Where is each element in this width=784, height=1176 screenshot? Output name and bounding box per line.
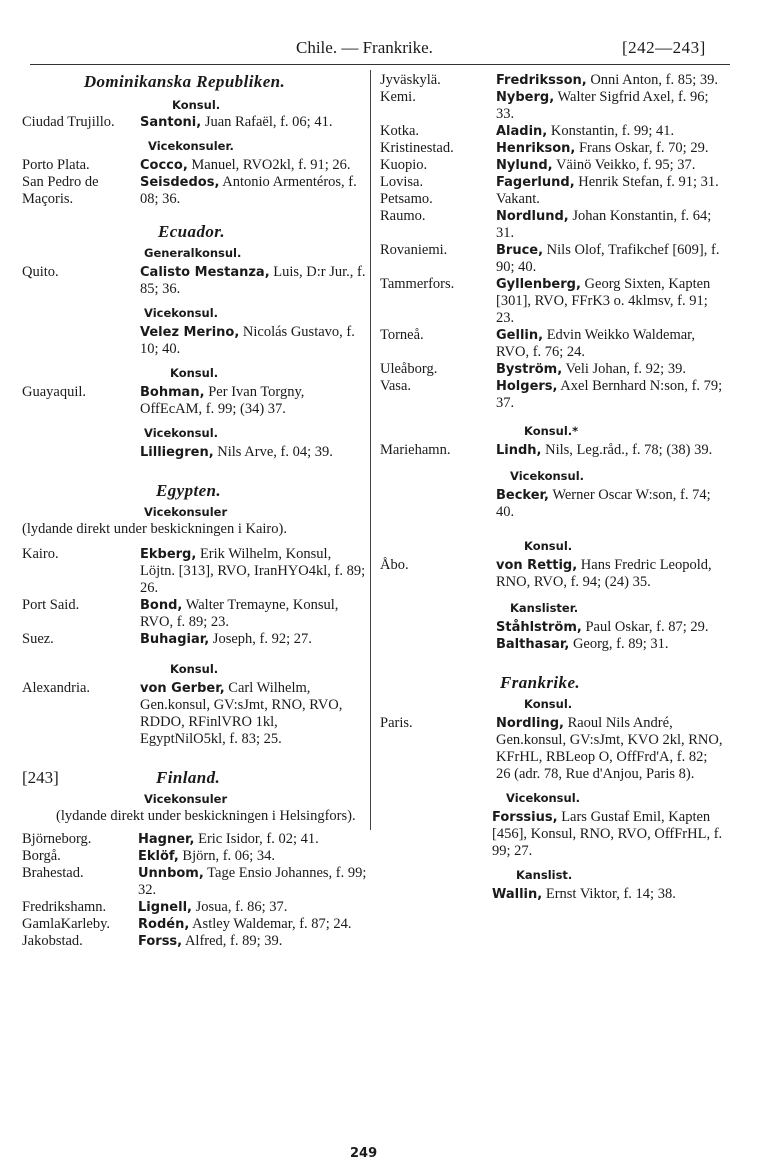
person-details: Erik Wilhelm, Konsul, Löjtn. [313], RVO, IranHYO4kl, f. 89; 26. [140, 546, 366, 596]
person-details: Nils Arve, f. 04; 39. [213, 444, 333, 460]
entry-nordling [380, 715, 725, 783]
entry-fredriksson [380, 72, 725, 89]
person-details: Väinö Veikko, f. 95; 37. [552, 157, 696, 173]
person-details: Onni Anton, f. 85; 39. [586, 72, 719, 88]
entry-bruce [380, 242, 725, 276]
person-name: Buhagiar, [140, 632, 210, 647]
person-details: Frans Oskar, f. 70; 29. [575, 140, 709, 156]
person-details: Johan Konstantin, f. 64; 31. [496, 208, 712, 241]
place: Porto Plata. [22, 157, 90, 173]
place: Alexandria. [22, 680, 91, 696]
place: Torneå. [380, 327, 424, 343]
person-details: Georg Sixten, Kapten [301], RVO, FFrK3 o. 4klmsv, f. 91; 23. [496, 276, 711, 326]
person-name: Nordlund, [496, 209, 569, 224]
entry-forssius [380, 809, 725, 860]
person-details: Juan Rafaël, f. 06; 41. [201, 114, 333, 130]
entry-unnbom [22, 865, 367, 899]
section-note: (lydande direkt under beskickningen i Helsingfors). [56, 808, 356, 824]
place: Rovaniemi. [380, 242, 448, 258]
person-details: Nils, Leg.råd., f. 78; (38) 39. [541, 442, 713, 458]
person-details: Astley Waldemar, f. 87; 24. [189, 916, 352, 932]
entry-von-gerber [22, 680, 367, 748]
person-details: Josua, f. 86; 37. [191, 899, 288, 915]
entry-gellin [380, 327, 725, 361]
person-name: Gyllenberg, [496, 277, 581, 292]
person-name: Seisdedos, [140, 175, 220, 190]
page-marker: [243] [22, 768, 59, 787]
person-details: Axel Bernhard N:son, f. 79; 37. [496, 378, 723, 411]
header-rule [30, 64, 730, 65]
place: Björneborg. [22, 831, 92, 847]
entry-lignell [22, 899, 367, 916]
page-number: 249 [350, 1146, 378, 1161]
person-name: Balthasar, [496, 637, 570, 652]
place: Port Said. [22, 597, 80, 613]
person-name: Lindh, [496, 443, 542, 458]
entry-bystrom [380, 361, 725, 378]
place: Guayaquil. [22, 384, 87, 400]
person-details: Georg, f. 89; 31. [569, 636, 669, 652]
category-konsul: Konsul. [170, 366, 219, 380]
place: Brahestad. [22, 865, 84, 881]
category-kanslist: Kanslist. [516, 868, 573, 882]
category-konsul: Konsul. [524, 539, 573, 553]
category-vicekonsuler: Vicekonsuler [144, 792, 228, 806]
place: Kuopio. [380, 157, 428, 173]
place: Quito. [22, 264, 59, 280]
person-details: Raoul Nils André, Gen.konsul, GV:sJmt, KVO 2kl, RNO, KFrHL, RBLeop O, OffFrd'A, f. 82; 26 (adr. 78, Rue d'Anjou, Paris 8). [496, 715, 723, 782]
place: Åbo. [380, 557, 409, 573]
person-name: Fagerlund, [496, 175, 575, 190]
entry-buhagiar [22, 631, 367, 648]
entry-bohman [22, 384, 367, 418]
person-details: Walter Tremayne, Konsul, RVO, f. 89; 23. [140, 597, 339, 630]
person-name: Nyberg, [496, 90, 555, 105]
person-name: Byström, [496, 362, 563, 377]
person-name: Ekberg, [140, 547, 197, 562]
person-name: Fredriksson, [496, 73, 587, 88]
person-name: Bond, [140, 598, 183, 613]
person-name: Becker, [496, 488, 549, 503]
person-details: Edvin Weikko Waldemar, RVO, f. 76; 24. [496, 327, 696, 360]
entry-calisto [22, 264, 367, 298]
category-generalkonsul: Generalkonsul. [144, 246, 242, 260]
category-vicekonsuler: Vicekonsuler [144, 505, 228, 519]
entry-stahlstrom [380, 619, 725, 636]
entry-aladin [380, 123, 725, 140]
place: Lovisa. [380, 174, 424, 190]
place: Petsamo. [380, 191, 433, 207]
category-vicekonsul: Vicekonsul. [506, 791, 581, 805]
person-name: Lilliegren, [140, 445, 214, 460]
entry-cocco [22, 157, 367, 174]
place: San Pedro de Maçoris. [22, 174, 99, 207]
section-title-egypten: Egypten. [156, 481, 222, 500]
place: Kairo. [22, 546, 59, 562]
entry-von-rettig [380, 557, 725, 591]
person-details: Per Ivan Torgny, OffEcAM, f. 99; (34) 37. [140, 384, 305, 417]
place: Kristinestad. [380, 140, 454, 156]
place: Borgå. [22, 848, 61, 864]
entry-nordlund [380, 208, 725, 242]
person-details: Veli Johan, f. 92; 39. [562, 361, 686, 377]
person-name: Unnbom, [138, 866, 204, 881]
entry-roden [22, 916, 367, 933]
place: Uleåborg. [380, 361, 438, 377]
person-details: Lars Gustaf Emil, Kapten [456], Konsul, RNO, RVO, OffFrHL, f. 99; 27. [492, 809, 723, 859]
finland-heading-row [22, 768, 367, 788]
person-details: Joseph, f. 92; 27. [209, 631, 312, 647]
person-name: Henrikson, [496, 141, 576, 156]
entry-eklof [22, 848, 367, 865]
place: GamlaKarleby. [22, 916, 111, 932]
section-title-finland: Finland. [156, 768, 221, 787]
person-details: Vakant. [496, 191, 540, 207]
place: Vasa. [380, 378, 412, 394]
place: Raumo. [380, 208, 426, 224]
column-divider [370, 70, 371, 830]
person-name: Ståhlström, [496, 620, 582, 635]
person-name: Bohman, [140, 385, 205, 400]
person-details: Tage Ensio Johannes, f. 99; 32. [138, 865, 367, 898]
person-name: Gellin, [496, 328, 544, 343]
place: Jyväskylä. [380, 72, 441, 88]
person-details: Nicolás Gustavo, f. 10; 40. [140, 324, 355, 357]
person-details: Henrik Stefan, f. 91; 31. [574, 174, 719, 190]
person-name: Velez Merino, [140, 325, 240, 340]
place: Mariehamn. [380, 442, 451, 458]
category-vicekonsul: Vicekonsul. [144, 306, 219, 320]
left-column [22, 72, 367, 950]
person-name: Cocco, [140, 158, 188, 173]
entry-henrikson [380, 140, 725, 157]
category-vicekonsul: Vicekonsul. [144, 426, 219, 440]
entry-hagner [22, 831, 367, 848]
category-vicekonsuler: Vicekonsuler. [148, 139, 234, 153]
person-details: Luis, D:r Jur., f. 85; 36. [140, 264, 366, 297]
running-head-title: Chile. — Frankrike. [296, 38, 433, 57]
place: Paris. [380, 715, 413, 731]
person-details: Björn, f. 06; 34. [178, 848, 276, 864]
person-details: Hans Fredric Leopold, RNO, RVO, f. 94; (24) 35. [496, 557, 712, 590]
entry-balthasar [380, 636, 725, 653]
category-konsul: Konsul. [172, 98, 221, 112]
person-name: Holgers, [496, 379, 558, 394]
person-details: Nils Olof, Trafikchef [609], f. 90; 40. [496, 242, 720, 275]
entry-seisdedos [22, 174, 367, 208]
category-vicekonsul: Vicekonsul. [510, 469, 585, 483]
category-konsul-star: Konsul.* [524, 424, 579, 438]
entry-nyberg [380, 89, 725, 123]
person-name: Rodén, [138, 917, 190, 932]
entry-fagerlund [380, 174, 725, 191]
section-note: (lydande direkt under beskickningen i Kairo). [22, 521, 287, 537]
entry-gyllenberg [380, 276, 725, 327]
entry-wallin [380, 886, 725, 903]
entry-holgers [380, 378, 725, 412]
person-name: Aladin, [496, 124, 548, 139]
person-details: Ernst Viktor, f. 14; 38. [542, 886, 676, 902]
entry-santoni [22, 114, 367, 131]
right-column [380, 72, 725, 903]
person-name: Nylund, [496, 158, 553, 173]
person-name: von Gerber, [140, 681, 225, 696]
place: Jakobstad. [22, 933, 83, 949]
person-name: Lignell, [138, 900, 192, 915]
person-name: Wallin, [492, 887, 543, 902]
place: Suez. [22, 631, 54, 647]
entry-velez [22, 324, 367, 358]
entry-petsamo [380, 191, 725, 208]
person-name: Santoni, [140, 115, 202, 130]
entry-forss [22, 933, 367, 950]
person-name: Forss, [138, 934, 183, 949]
person-details: Carl Wilhelm, Gen.konsul, GV:sJmt, RNO, RVO, RDDO, RFinlVRO 1kl, EgyptNilO5kl, f. 83; 25. [140, 680, 343, 747]
place: Tammerfors. [380, 276, 455, 292]
person-details: Alfred, f. 89; 39. [182, 933, 283, 949]
person-name: von Rettig, [496, 558, 578, 573]
person-details: Antonio Armentéros, f. 08; 36. [140, 174, 357, 207]
person-details: Werner Oscar W:son, f. 74; 40. [496, 487, 711, 520]
place: Ciudad Trujillo. [22, 114, 115, 130]
entry-lindh [380, 442, 725, 459]
person-details: Manuel, RVO2kl, f. 91; 26. [187, 157, 351, 173]
running-head-pages: [242—243] [622, 38, 706, 57]
person-name: Eklöf, [138, 849, 179, 864]
entry-ekberg [22, 546, 367, 597]
person-details: Walter Sigfrid Axel, f. 96; 33. [496, 89, 709, 122]
person-name: Hagner, [138, 832, 195, 847]
place: Fredrikshamn. [22, 899, 107, 915]
person-name: Bruce, [496, 243, 544, 258]
entry-bond [22, 597, 367, 631]
person-name: Nordling, [496, 716, 564, 731]
person-name: Calisto Mestanza, [140, 265, 270, 280]
category-konsul: Konsul. [524, 697, 573, 711]
section-title-ecuador: Ecuador. [158, 222, 225, 241]
person-details: Paul Oskar, f. 87; 29. [581, 619, 709, 635]
person-name: Forssius, [492, 810, 558, 825]
section-title-frankrike: Frankrike. [500, 673, 581, 692]
entry-nylund [380, 157, 725, 174]
entry-becker [380, 487, 725, 521]
category-konsul: Konsul. [170, 662, 219, 676]
category-kanslister: Kanslister. [510, 601, 579, 615]
section-title-dominikanska: Dominikanska Republiken. [83, 72, 286, 91]
place: Kotka. [380, 123, 420, 139]
entry-lilliegren [22, 444, 367, 461]
person-details: Eric Isidor, f. 02; 41. [194, 831, 319, 847]
person-details: Konstantin, f. 99; 41. [547, 123, 675, 139]
place: Kemi. [380, 89, 416, 105]
